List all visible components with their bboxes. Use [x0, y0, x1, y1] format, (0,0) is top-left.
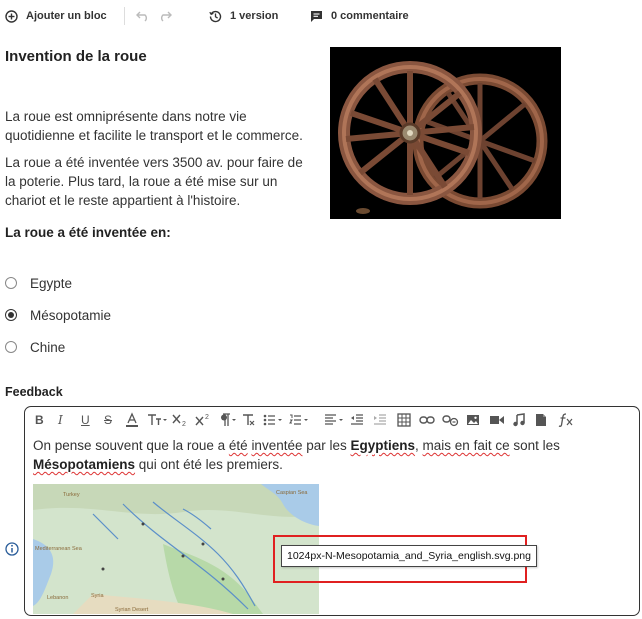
pilcrow-icon: [219, 413, 237, 427]
outdent-button[interactable]: [350, 411, 364, 429]
comment-icon: [310, 10, 323, 23]
feedback-text-segment: ,: [415, 438, 423, 453]
indent-icon: [373, 413, 387, 427]
insert-file-button[interactable]: [535, 411, 547, 429]
toolbar-divider: [124, 7, 125, 25]
add-block-button[interactable]: [5, 6, 107, 26]
top-toolbar: [0, 0, 642, 32]
link-icon: [419, 413, 435, 427]
map-label: Turkey: [63, 492, 80, 498]
superscript-icon: [195, 413, 211, 427]
radio-button[interactable]: [5, 341, 17, 353]
version-history-button[interactable]: [209, 6, 278, 26]
numbered-list-icon: [289, 413, 309, 427]
italic-button[interactable]: I: [58, 413, 63, 427]
align-button[interactable]: [324, 411, 344, 429]
radio-button[interactable]: [5, 277, 17, 289]
feedback-text-segment: par les: [302, 438, 351, 453]
svg-text:2: 2: [205, 414, 209, 421]
bullet-list-icon: [263, 413, 283, 427]
undo-icon: [136, 10, 150, 22]
question-prompt: La roue a été inventée en:: [5, 225, 171, 240]
file-icon: [535, 413, 547, 427]
outdent-icon: [350, 413, 364, 427]
spellcheck-word: mais en fait ce: [422, 438, 510, 453]
bold-word: Egyptiens: [350, 438, 416, 453]
bold-button[interactable]: B: [35, 413, 44, 427]
align-icon: [324, 413, 344, 427]
insert-video-button[interactable]: [489, 411, 505, 429]
unlink-button[interactable]: [442, 411, 458, 429]
map-label: Syrian Desert: [115, 607, 149, 613]
redo-button[interactable]: [158, 6, 172, 26]
font-color-button[interactable]: [125, 411, 139, 429]
underline-button[interactable]: U: [81, 413, 90, 427]
table-icon: [397, 413, 411, 427]
paragraph-format-button[interactable]: [219, 411, 237, 429]
question-paragraph-1: La roue est omniprésente dans notre vie quotidienne et facilite le transport et le commerce.: [5, 109, 303, 143]
feedback-text[interactable]: [33, 436, 593, 474]
feedback-editor[interactable]: [24, 406, 640, 616]
option-egypte[interactable]: [5, 274, 72, 292]
map-label: Caspian Sea: [276, 490, 308, 496]
insert-audio-button[interactable]: [512, 411, 526, 429]
map-label: Mediterranean Sea: [35, 546, 82, 552]
superscript-button[interactable]: [195, 411, 211, 429]
question-paragraph-2: La roue a été inventée vers 3500 av. pour faire de la poterie. Plus tard, la roue a été mise sur un chariot et le reste appartient à l'histoire.: [5, 155, 303, 208]
option-chine[interactable]: [5, 338, 65, 356]
undo-button[interactable]: [136, 6, 150, 26]
image-filename-tooltip: 1024px-N-Mesopotamia_and_Syria_english.svg.png: [281, 545, 537, 567]
clear-format-icon: [241, 413, 255, 427]
subscript-button[interactable]: [172, 411, 188, 429]
link-button[interactable]: [419, 411, 435, 429]
strikethrough-button[interactable]: S: [104, 413, 113, 427]
feedback-text-segment: sont les: [509, 438, 560, 453]
option-mesopotamie[interactable]: [5, 306, 111, 324]
font-size-button[interactable]: [147, 411, 167, 429]
feedback-text-segment: qui ont été les premiers.: [135, 457, 283, 472]
unlink-icon: [442, 413, 458, 427]
plus-circle-icon: [5, 10, 18, 23]
font-color-icon: [125, 412, 139, 428]
info-icon[interactable]: [5, 542, 19, 561]
map-label: Lebanon: [47, 595, 69, 601]
table-button[interactable]: [397, 411, 411, 429]
insert-image-button[interactable]: [466, 411, 480, 429]
bulleted-list-button[interactable]: [263, 411, 283, 429]
version-label: 1 version: [230, 10, 279, 22]
spellcheck-word: été: [228, 438, 248, 453]
clear-formatting-button[interactable]: [241, 411, 255, 429]
indent-button[interactable]: [373, 411, 387, 429]
option-label: Mésopotamie: [30, 307, 112, 323]
image-icon: [466, 413, 480, 427]
wheel-image[interactable]: [330, 47, 561, 219]
radio-button-checked[interactable]: [5, 309, 17, 321]
option-label: Chine: [30, 339, 66, 355]
option-label: Egypte: [30, 275, 73, 291]
formula-button[interactable]: [557, 411, 575, 429]
bold-word: Mésopotamiens: [33, 457, 136, 472]
question-title: Invention de la roue: [5, 48, 147, 65]
subscript-icon: [172, 413, 188, 427]
video-icon: [489, 413, 505, 427]
editor-toolbar: [25, 407, 639, 433]
spellcheck-word: inventée: [251, 438, 303, 453]
add-block-label: Ajouter un bloc: [26, 10, 107, 22]
formula-icon: [557, 413, 575, 427]
comments-button[interactable]: [310, 6, 409, 26]
history-icon: [209, 10, 222, 23]
map-label: Syria: [91, 593, 104, 599]
font-size-icon: [147, 413, 167, 427]
comment-label: 0 commentaire: [331, 10, 409, 22]
feedback-text-segment: On pense souvent que la roue a: [33, 438, 229, 453]
svg-text:2: 2: [182, 421, 186, 428]
music-note-icon: [512, 413, 526, 427]
feedback-label: Feedback: [5, 385, 63, 399]
redo-icon: [158, 10, 172, 22]
numbered-list-button[interactable]: [289, 411, 309, 429]
